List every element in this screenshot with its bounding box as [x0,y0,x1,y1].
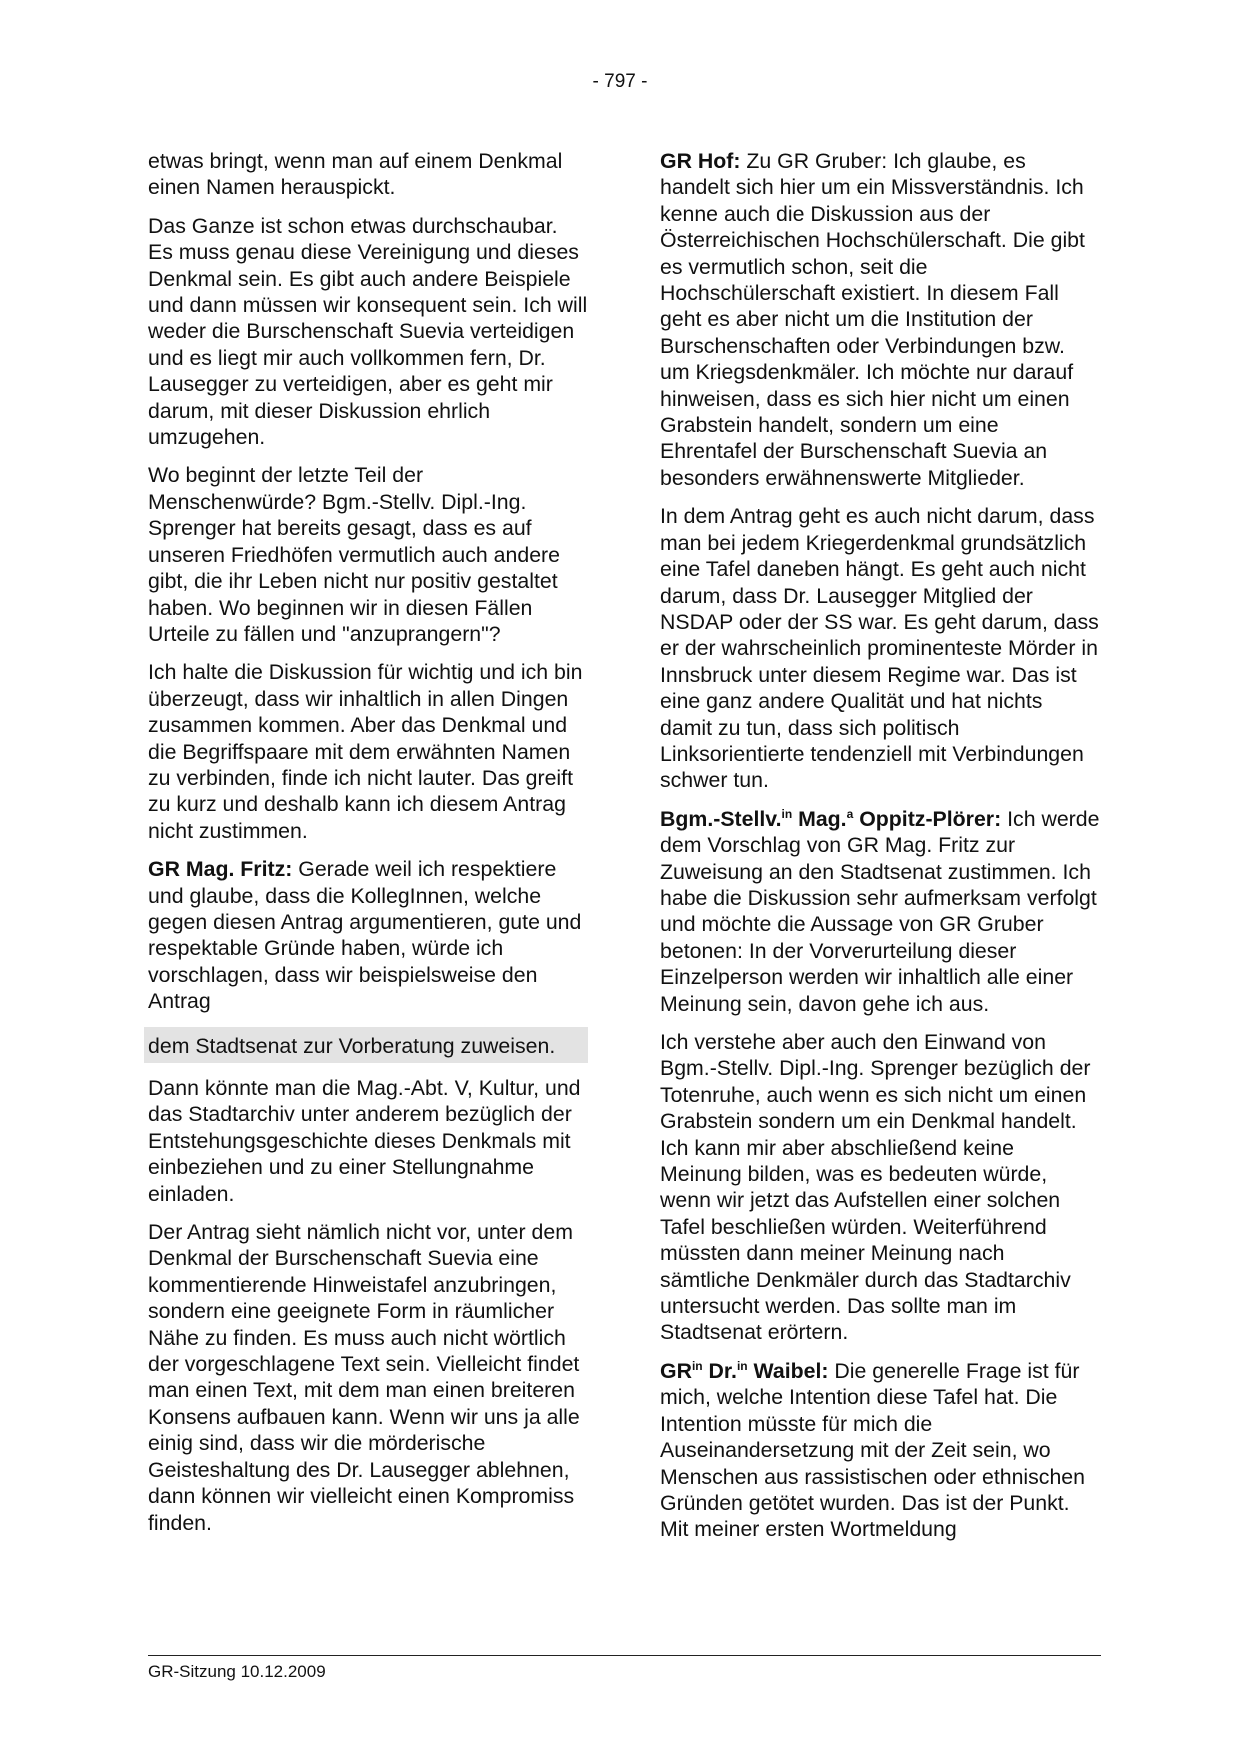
motion-highlight: dem Stadtsenat zur Vorberatung zuweisen. [144,1027,588,1063]
paragraph: Dann könnte man die Mag.-Abt. V, Kultur, und das Stadtarchiv unter anderem bezüglich der Entstehungsgeschichte dieses Denkmals mit einbeziehen und zu einer Stellungnahme einladen. [148,1076,581,1206]
footer-session-date: GR-Sitzung 10.12.2009 [148,1662,326,1681]
speaker-name [660,1359,828,1383]
speaker-name [660,807,1001,831]
superscript: in [736,1358,748,1373]
page-number: - 797 - [592,71,648,92]
speech-text: Ich werde dem Vorschlag von GR Mag. Fritz zur Zuweisung an den Stadtsenat zustimmen. Ich habe die Diskussion sehr aufmerksam verfolgt und möchte die Aussage von GR Gruber betonen: In der Vorverurteilung dieser Einzelperson werden wir inhaltlich alle einer Meinung sein, davon gehe ich aus. [660,806,1100,1016]
paragraph: Wo beginnt der letzte Teil der Menschenwürde? Bgm.-Stellv. Dipl.-Ing. Sprenger hat bereits gesagt, dass es auf unseren Friedhöfen vermutlich auch andere gibt, die ihr Leben nicht nur positiv gestaltet haben. Wo beginnen wir in diesen Fällen Urteile zu fällen und "anzuprangern"? [148,463,560,646]
paragraph: Der Antrag sieht nämlich nicht vor, unter dem Denkmal der Burschenschaft Suevia eine kommentierende Hinweistafel anzubringen, sondern eine geeignete Form in räumlicher Nähe zu finden. Es muss auch nicht wörtlich der vorgeschlagene Text sein. Vielleicht findet man einen Text, mit dem man einen breiteren Konsens aufbauen kann. Wenn wir uns ja alle einig sind, dass wir die mörderische Geisteshaltung des Dr. Lausegger ablehnen, dann können wir vielleicht einen Kompromiss finden. [148,1220,580,1535]
speech-fritz [148,856,588,1014]
speech-waibel [660,1358,1100,1543]
superscript: in [691,1358,703,1373]
speaker-title: Bgm.-Stellv. [660,806,782,831]
superscript: a [846,806,854,821]
speech-text: Die generelle Frage ist für mich, welche Intention diese Tafel hat. Die Intention müsste für mich die Auseinandersetzung mit der Zeit sein, wo Menschen aus rassistischen oder ethnischen Gründen getötet wurden. Das ist der Punkt. Mit meiner ersten Wortmeldung [660,1358,1085,1542]
speech-text: Gerade weil ich respektiere und glaube, dass die KollegInnen, welche gegen diesen Antrag argumentieren, gute und respektable Gründe haben, würde ich vorschlagen, dass wir beispielsweise den Antrag [148,857,582,1014]
superscript: in [781,806,793,821]
speech-oppitz-ploerer [660,806,1100,1017]
speaker-name: GR Hof: [660,149,741,173]
speaker-name: GR Mag. Fritz: [148,857,293,882]
speech-hof [660,148,1100,491]
speaker-title: Mag. [792,806,847,831]
paragraph: Ich verstehe aber auch den Einwand von Bgm.-Stellv. Dipl.-Ing. Sprenger bezüglich der Totenruhe, auch wenn es sich nicht um einen Grabstein sondern um ein Denkmal handelt. Ich kann mir aber abschließend keine Meinung bilden, was es bedeuten würde, wenn wir jetzt das Aufstellen einer solchen Tafel beschließen würden. Weiterführend müssten dann meiner Meinung nach sämtliche Denkmäler durch das Stadtarchiv untersucht werden. Das sollte man im Stadtsenat erörtern. [660,1030,1091,1345]
speaker-surname: Waibel: [747,1358,829,1383]
footer-divider [148,1655,1101,1656]
paragraph: etwas bringt, wenn man auf einem Denkmal einen Namen herauspickt. [148,149,563,200]
paragraph: Das Ganze ist schon etwas durchschaubar. Es muss genau diese Vereinigung und dieses Denkmal sein. Es gibt auch andere Beispiele und dann müssen wir konsequent sein. Ich will weder die Burschenschaft Suevia verteidigen und es liegt mir auch vollkommen fern, Dr. Lausegger zu verteidigen, aber es geht mir darum, mit dieser Diskussion ehrlich umzugehen. [148,213,588,450]
speaker-title: GR [660,1358,692,1383]
left-column [148,148,588,1548]
speaker-surname: Oppitz-Plörer: [853,806,1002,831]
paragraph: In dem Antrag geht es auch nicht darum, dass man bei jedem Kriegerdenkmal grundsätzlich eine Tafel daneben hängt. Es geht auch nicht darum, dass Dr. Lausegger Mitglied der NSDAP oder der SS war. Es geht darum, dass er der wahrscheinlich prominenteste Mörder in Innsbruck unter diesem Regime war. Das ist eine ganz andere Qualität und hat nichts damit zu tun, dass sich politisch Linksorientierte tendenziell mit Verbindungen schwer tun. [660,504,1099,793]
speech-text: Zu GR Gruber: Ich glaube, es handelt sich hier um ein Missverständnis. Ich kenne auch die Diskussion aus der Österreichischen Hochschülerschaft. Die gibt es vermutlich schon, seit die Hochschülerschaft existiert. In diesem Fall geht es aber nicht um die Institution der Burschenschaften oder Verbindungen bzw. um Kriegsdenkmäler. Ich möchte nur darauf hinweisen, dass es sich hier nicht um einen Grabstein handelt, sondern um eine Ehrentafel der Burschenschaft Suevia an besonders erwähnenswerte Mitglieder. [660,149,1085,490]
speaker-title: Dr. [702,1358,737,1383]
paragraph: Ich halte die Diskussion für wichtig und ich bin überzeugt, dass wir inhaltlich in allen Dingen zusammen kommen. Aber das Denkmal und die Begriffspaare mit dem erwähnten Namen zu verbinden, finde ich nicht lauter. Das greift zu kurz und deshalb kann ich diesem Antrag nicht zustimmen. [148,660,583,843]
right-column [660,148,1100,1555]
